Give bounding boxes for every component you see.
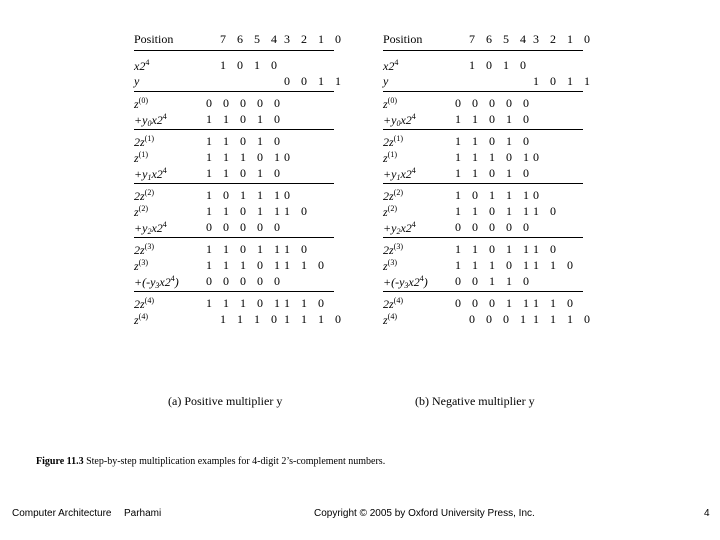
row-high-bits: 1 1 1 0 1 — [206, 258, 284, 272]
table-row — [134, 220, 334, 236]
group-separator — [383, 91, 583, 92]
position-header-high: 7 6 5 4 — [469, 32, 530, 46]
row-label: $2z^{(3)}$ — [134, 242, 154, 257]
row-high-bits: 0 0 0 0 0 — [206, 274, 284, 288]
figure-caption-text: Step-by-step multiplication examples for 4-digit 2’s-complement numbers. — [86, 456, 386, 467]
position-header-low: 3 2 1 0 — [284, 32, 345, 46]
row-low-bits: 0 — [533, 150, 543, 164]
table-row — [134, 134, 334, 150]
row-high-bits: 0 0 0 0 0 — [206, 96, 284, 110]
row-high-bits: 1 0 1 0 — [220, 58, 281, 72]
figure-number: Figure 11.3 — [36, 456, 84, 467]
table-row — [383, 258, 583, 274]
row-high-bits: 1 1 0 1 0 — [206, 112, 284, 126]
row-label: $+y_0x2^4$ — [383, 112, 416, 128]
table-row — [383, 296, 583, 312]
row-high-bits: 0 0 1 1 0 — [455, 274, 533, 288]
table-row — [134, 204, 334, 220]
panel-a-caption: (a) Positive multiplier y — [168, 394, 283, 408]
row-label: $2z^{(4)}$ — [383, 296, 403, 311]
row-label: $+y_2x2^4$ — [134, 220, 167, 236]
row-label: $+y_1x2^4$ — [383, 166, 416, 182]
table-row — [383, 58, 583, 74]
table-row — [134, 166, 334, 182]
footer-course: Computer Architecture — [12, 508, 112, 519]
row-label: $z^{(0)}$ — [383, 96, 397, 111]
row-high-bits: 1 1 0 1 1 — [206, 242, 284, 256]
table-row — [134, 242, 334, 258]
table-row — [134, 296, 334, 312]
group-separator — [383, 291, 583, 292]
row-label: $2z^{(3)}$ — [383, 242, 403, 257]
group-separator — [134, 237, 334, 238]
row-low-bits: 1 1 0 — [533, 258, 577, 272]
row-label: $z^{(2)}$ — [134, 204, 148, 219]
row-low-bits: 0 0 1 1 — [284, 74, 345, 88]
row-high-bits: 1 1 1 0 1 — [455, 150, 533, 164]
row-label: $+(-y_3x2^4)$ — [383, 274, 428, 290]
row-label: $z^{(2)}$ — [383, 204, 397, 219]
table-row — [134, 312, 345, 328]
table-row — [383, 204, 583, 220]
position-header-label: Position — [134, 32, 174, 46]
row-label: $2z^{(2)}$ — [383, 188, 403, 203]
figure-caption — [36, 456, 385, 467]
table-row — [383, 74, 594, 90]
table-row — [134, 96, 334, 112]
row-low-bits: 1 0 — [533, 204, 560, 218]
table-row — [383, 166, 583, 182]
table-row — [383, 188, 583, 204]
row-label: $2z^{(2)}$ — [134, 188, 154, 203]
row-high-bits: 1 1 0 1 0 — [206, 166, 284, 180]
row-high-bits: 1 1 1 0 1 — [206, 296, 284, 310]
group-separator — [383, 129, 583, 130]
group-separator — [134, 91, 334, 92]
table-row — [134, 74, 345, 90]
row-low-bits: 1 1 0 — [284, 296, 328, 310]
row-label: $z^{(0)}$ — [134, 96, 148, 111]
row-high-bits: 0 0 0 0 0 — [455, 96, 533, 110]
row-high-bits: 1 1 0 1 0 — [455, 166, 533, 180]
row-high-bits: 1 1 1 0 — [220, 312, 281, 326]
group-separator — [134, 291, 334, 292]
panel-b-caption: (b) Negative multiplier y — [415, 394, 535, 408]
row-low-bits: 1 0 — [533, 242, 560, 256]
row-low-bits: 0 — [533, 188, 543, 202]
position-header-high: 7 6 5 4 — [220, 32, 281, 46]
row-label: y — [134, 74, 140, 88]
footer-author: Parhami — [124, 508, 162, 519]
row-low-bits: 0 — [284, 150, 294, 164]
row-high-bits: 1 1 1 0 1 — [206, 150, 284, 164]
row-high-bits: 1 1 0 1 1 — [455, 204, 533, 218]
row-label: y — [383, 74, 389, 88]
row-high-bits: 1 1 0 1 0 — [455, 112, 533, 126]
row-high-bits: 1 1 1 0 1 — [455, 258, 533, 272]
group-separator — [134, 183, 334, 184]
table-row — [383, 242, 583, 258]
row-label: $+(-y_3x2^4)$ — [134, 274, 179, 290]
table-row — [134, 58, 334, 74]
table-row — [383, 112, 583, 128]
row-label: $+y_1x2^4$ — [134, 166, 167, 182]
row-high-bits: 1 0 1 1 1 — [455, 188, 533, 202]
row-low-bits: 1 1 1 0 — [284, 312, 345, 326]
row-label: $z^{(1)}$ — [134, 150, 148, 165]
row-low-bits: 1 0 1 1 — [533, 74, 594, 88]
row-high-bits: 1 1 0 1 1 — [455, 242, 533, 256]
row-label: $+y_2x2^4$ — [383, 220, 416, 236]
row-label: $z^{(4)}$ — [134, 312, 148, 327]
table-row — [383, 274, 583, 290]
row-high-bits: 0 0 0 1 — [469, 312, 530, 326]
row-high-bits: 0 0 0 1 1 — [455, 296, 533, 310]
row-label: $z^{(3)}$ — [383, 258, 397, 273]
table-row — [383, 312, 594, 328]
row-label: $2z^{(1)}$ — [383, 134, 403, 149]
position-header-low: 3 2 1 0 — [533, 32, 594, 46]
row-label: $2z^{(1)}$ — [134, 134, 154, 149]
row-label: $x2^4$ — [134, 58, 150, 73]
table-row — [383, 220, 583, 236]
row-high-bits: 1 1 0 1 0 — [455, 134, 533, 148]
row-label: $2z^{(4)}$ — [134, 296, 154, 311]
row-high-bits: 0 0 0 0 0 — [455, 220, 533, 234]
table-row — [383, 150, 583, 166]
row-high-bits: 1 0 1 0 — [469, 58, 530, 72]
header-rule — [383, 50, 583, 51]
row-high-bits: 0 0 0 0 0 — [206, 220, 284, 234]
table-row — [383, 134, 583, 150]
position-header-label: Position — [383, 32, 423, 46]
row-high-bits: 1 1 0 1 0 — [206, 134, 284, 148]
footer-page-number: 4 — [704, 508, 710, 519]
table-row — [383, 96, 583, 112]
table-row — [134, 258, 334, 274]
row-low-bits: 1 0 — [284, 204, 311, 218]
row-high-bits: 1 0 1 1 1 — [206, 188, 284, 202]
table-row — [134, 188, 334, 204]
row-low-bits: 1 1 0 — [284, 258, 328, 272]
table-row — [134, 112, 334, 128]
row-low-bits: 0 — [284, 188, 294, 202]
row-low-bits: 1 1 0 — [533, 296, 577, 310]
row-label: $z^{(4)}$ — [383, 312, 397, 327]
row-high-bits: 1 1 0 1 1 — [206, 204, 284, 218]
footer-copyright: Copyright © 2005 by Oxford University Press, Inc. — [314, 508, 535, 519]
table-row — [134, 274, 334, 290]
header-rule — [134, 50, 334, 51]
row-label: $z^{(3)}$ — [134, 258, 148, 273]
row-low-bits: 1 0 — [284, 242, 311, 256]
row-label: $z^{(1)}$ — [383, 150, 397, 165]
table-row — [134, 150, 334, 166]
row-low-bits: 1 1 1 0 — [533, 312, 594, 326]
row-label: $+y_0x2^4$ — [134, 112, 167, 128]
group-separator — [383, 237, 583, 238]
group-separator — [134, 129, 334, 130]
group-separator — [383, 183, 583, 184]
row-label: $x2^4$ — [383, 58, 399, 73]
